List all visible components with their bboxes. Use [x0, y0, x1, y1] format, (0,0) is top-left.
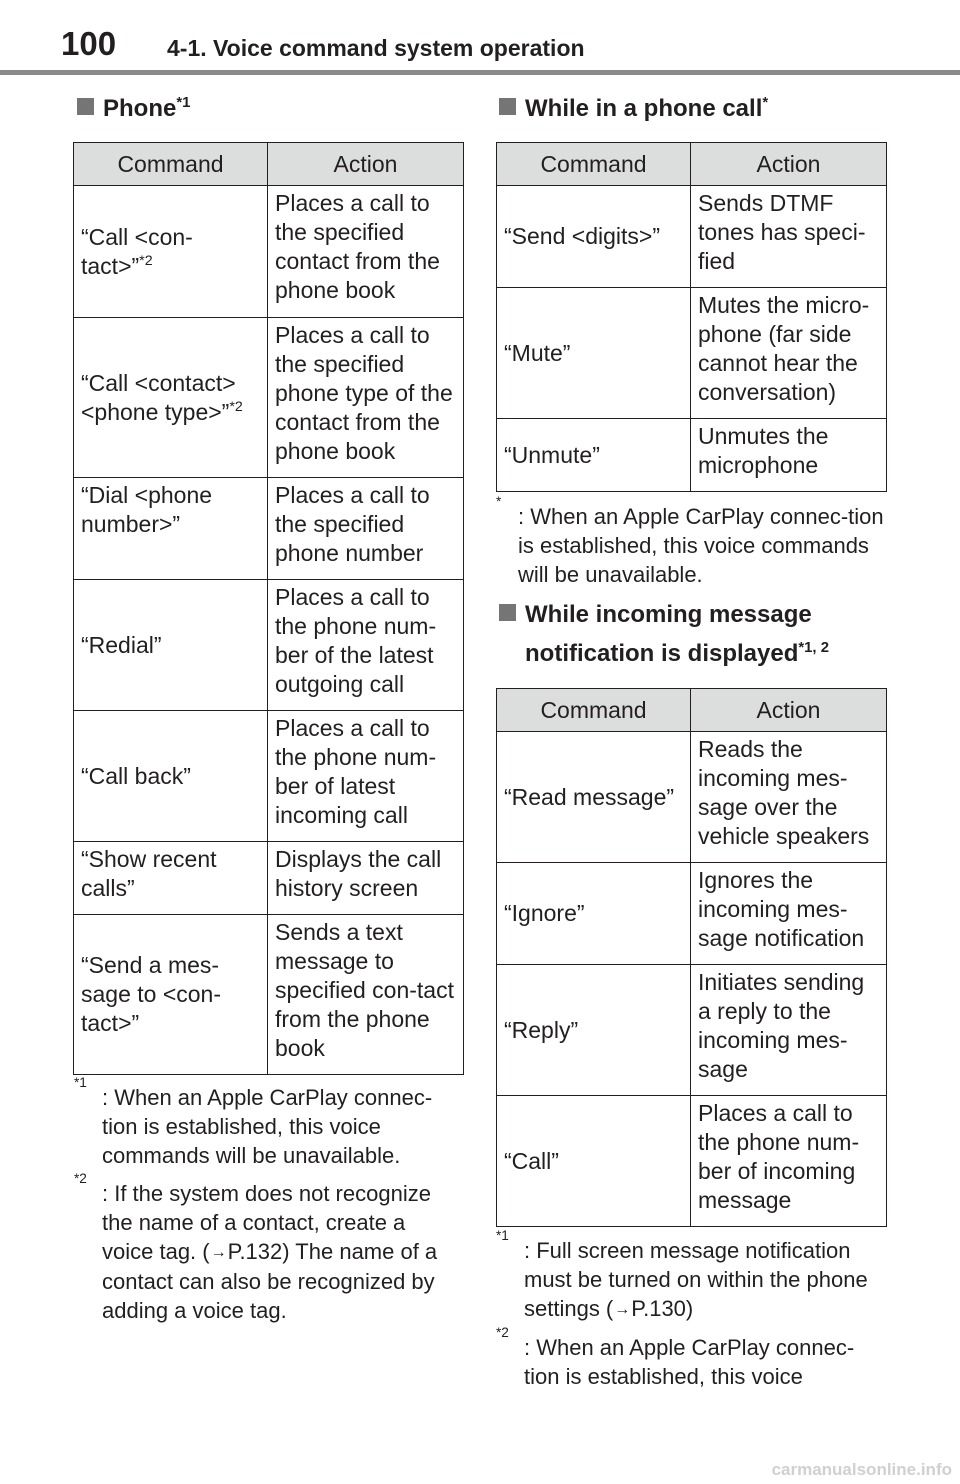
action-cell: Places a call to the specified contact from the phone book [268, 186, 464, 318]
command-cell: “Send a mes-sage to <con-tact>” [74, 915, 268, 1075]
header-rule [0, 70, 960, 75]
phone-command-table [73, 142, 464, 1075]
action-cell: Sends DTMF tones has speci-fied [691, 186, 887, 288]
footnote: *1 : Full screen message notification must be turned on within the phone settings (→P.130) [496, 1236, 888, 1324]
command-cell: “Call <con-tact>”$^{*2}$ [74, 186, 268, 318]
arrow-right-icon: → [614, 1301, 631, 1318]
table-header-row [497, 143, 887, 186]
table-row [74, 842, 464, 915]
command-cell: “Dial <phone number>” [74, 478, 268, 580]
arrow-right-icon: → [210, 1244, 227, 1261]
table-header-row [497, 689, 887, 732]
command-cell: “Call <contact> <phone type>”$^{*2}$ [74, 318, 268, 478]
action-cell: Sends a text message to specified con-tact from the phone book [268, 915, 464, 1075]
action-cell: Places a call to the phone num-ber of latest incoming call [268, 711, 464, 842]
incoming-footnotes [496, 1228, 888, 1400]
action-cell: Initiates sending a reply to the incoming mes-sage [691, 965, 887, 1096]
action-cell: Ignores the incoming mes-sage notification [691, 863, 887, 965]
action-cell: Places a call to the phone num-ber of the latest outgoing call [268, 580, 464, 711]
table-row [74, 186, 464, 318]
table-header-row [74, 143, 464, 186]
in-call-footnotes [496, 494, 888, 598]
table-row [74, 711, 464, 842]
command-cell: “Reply” [497, 965, 691, 1096]
incoming-command-table [496, 688, 887, 1227]
action-cell: Unmutes the microphone [691, 419, 887, 492]
page-number: 100 [61, 25, 117, 62]
page-ref-link[interactable]: P.130 [631, 1296, 686, 1321]
command-cell: “Send <digits>” [497, 186, 691, 288]
page-header [0, 0, 960, 78]
footnote: *2 : When an Apple CarPlay connec-tion is established, this voice [496, 1325, 855, 1389]
phone-footnotes [74, 1075, 462, 1334]
column-header-command: Command [74, 143, 268, 186]
command-cell: “Call back” [74, 711, 268, 842]
watermark: carmanualsonline.info [771, 1460, 952, 1479]
command-cell: “Show recent calls” [74, 842, 268, 915]
command-cell: “Call” [497, 1096, 691, 1227]
action-cell: Places a call to the specified phone number [268, 478, 464, 580]
command-cell: “Mute” [497, 288, 691, 419]
footnote: *1 : When an Apple CarPlay connec-tion is established, this voice commands will be unavailable. [74, 1075, 433, 1168]
command-cell: “Redial” [74, 580, 268, 711]
table-row [497, 419, 887, 492]
table-row [497, 1096, 887, 1227]
command-cell: “Read message” [497, 732, 691, 863]
square-bullet-icon [77, 98, 94, 115]
phone-heading: Phone$^{*1}$ [77, 89, 190, 128]
column-header-action: Action [691, 689, 887, 732]
column-header-action: Action [268, 143, 464, 186]
table-row [497, 186, 887, 288]
incoming-heading: While incoming message notification is displayed$^{*1, 2}$ [499, 595, 829, 673]
command-cell: “Ignore” [497, 863, 691, 965]
table-row [497, 965, 887, 1096]
action-cell: Displays the call history screen [268, 842, 464, 915]
action-cell: Reads the incoming mes-sage over the vehicle speakers [691, 732, 887, 863]
section-title: 4-1. Voice command system operation [167, 35, 585, 61]
action-cell: Places a call to the phone num-ber of incoming message [691, 1096, 887, 1227]
square-bullet-icon [499, 604, 516, 621]
footnote: * : When an Apple CarPlay connec-tion is established, this voice commands will be unavailable. [496, 494, 884, 587]
page-ref-link[interactable]: P.132 [227, 1239, 283, 1264]
action-cell: Mutes the micro-phone (far side cannot hear the conversation) [691, 288, 887, 419]
table-row [74, 318, 464, 478]
command-cell: “Unmute” [497, 419, 691, 492]
column-header-command: Command [497, 689, 691, 732]
table-row [74, 915, 464, 1075]
table-row [497, 863, 887, 965]
in-call-command-table [496, 142, 887, 492]
column-header-action: Action [691, 143, 887, 186]
table-row [74, 478, 464, 580]
table-row [74, 580, 464, 711]
action-cell: Places a call to the specified phone type of the contact from the phone book [268, 318, 464, 478]
square-bullet-icon [499, 98, 516, 115]
column-header-command: Command [497, 143, 691, 186]
table-row [497, 732, 887, 863]
in-call-heading: While in a phone call* [499, 89, 768, 128]
table-row [497, 288, 887, 419]
footnote: *2 : If the system does not recognize the name of a contact, create a voice tag. (→P.132) The name of a contact can also be recognized by adding a voice tag. [74, 1171, 438, 1323]
